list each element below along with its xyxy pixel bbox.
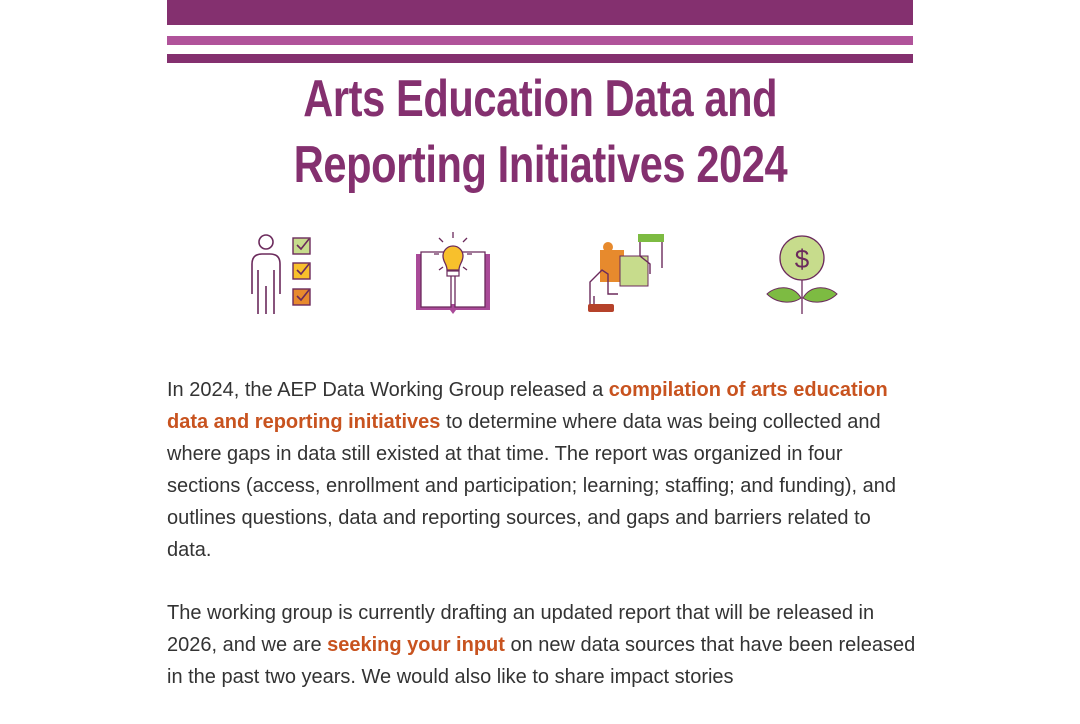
header-bar-middle xyxy=(167,36,913,45)
compilation-link[interactable]: compilation of arts education data and reporting initiatives xyxy=(167,379,888,433)
person-checklist-icon xyxy=(240,230,330,316)
body-text xyxy=(167,374,917,724)
title-line-1: Arts Education Data and xyxy=(303,70,777,128)
paragraph-2-text-end: on new data sources that have been released in the past two years. We would also like to share impact stories xyxy=(167,634,916,688)
title-line-2: Reporting Initiatives 2024 xyxy=(293,136,787,194)
paragraph-1-text: In 2024, the AEP Data Working Group released a xyxy=(167,379,609,401)
paragraph-2-text: The working group is currently drafting an updated report that will be released in 2026, and we are xyxy=(167,602,875,656)
money-plant-icon xyxy=(757,230,847,316)
book-lightbulb-icon xyxy=(408,230,498,316)
paragraph-1-text-end: to determine where data was being collected and where gaps in data still existed at that time. The report was organized in four sections (access, enrollment and participation; learning; staffing; and funding), and outlines questions, data and reporting sources, and gaps and barriers related to data. xyxy=(167,411,896,561)
hands-puzzle-icon xyxy=(580,230,670,316)
paragraph-2 xyxy=(167,597,917,693)
header-bar-top xyxy=(167,0,913,25)
page-title xyxy=(0,66,1080,198)
svg-text:$: $ xyxy=(794,244,810,274)
seeking-input-link[interactable]: seeking your input xyxy=(327,634,505,656)
paragraph-1 xyxy=(167,374,917,566)
header-bar-bottom xyxy=(167,54,913,63)
